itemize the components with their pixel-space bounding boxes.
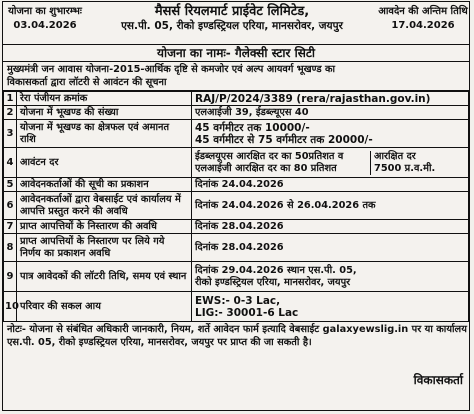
row-label: योजना में भूखण्ड का क्षेत्रफल एवं अमानत राशि bbox=[17, 120, 192, 148]
row-value: RAJ/P/2024/3389 (rera/rajasthan.gov.in) bbox=[192, 92, 469, 106]
table-row bbox=[4, 148, 469, 178]
value-line: एलआईजी आरक्षित दर का 80 प्रतिशत bbox=[195, 162, 337, 174]
reserve-rate bbox=[371, 151, 468, 175]
footer-line: नोटः- योजना से संबंधित अधिकारी जानकारी, नियम, शर्ते आवेदन फार्म इत्यादि वेबसाईट galaxyewslig.in पर या कार्यालय bbox=[7, 324, 467, 335]
intro-line: मुख्यमंत्री जन आवास योजना-2015-आर्थिक दृष्टि से कमजोर एवं अल्प आयवर्ग भूखण्ड का bbox=[7, 64, 336, 75]
footer-line: एस.पी. 05, रीको इण्डस्ट्रियल एरिया, मानसरोवर, जयपुर पर प्राप्त की जा सकती है। bbox=[7, 337, 312, 348]
table-row bbox=[4, 292, 469, 322]
scheme-start-block bbox=[3, 2, 87, 44]
row-number: 7 bbox=[4, 220, 17, 234]
row-number: 9 bbox=[4, 262, 17, 292]
reserve-rate-lines bbox=[374, 151, 435, 175]
row-value: दिनांक 28.04.2026 bbox=[192, 220, 469, 234]
value-line: दिनांक 29.04.2026 स्थान एस.पी. 05, bbox=[195, 264, 357, 276]
notice-intro bbox=[3, 62, 469, 91]
notice-header bbox=[3, 2, 469, 45]
row-value: दिनांक 24.04.2026 से 26.04.2026 तक bbox=[192, 192, 469, 220]
row-value bbox=[192, 148, 469, 178]
value-line: 45 वर्गमीटर से 75 वर्गमीटर तक 20000/- bbox=[195, 133, 373, 146]
last-date-value: 17.04.2026 bbox=[391, 20, 455, 31]
scheme-start-date: 03.04.2026 bbox=[13, 20, 77, 31]
table-row bbox=[4, 220, 469, 234]
row-label: प्राप्त आपत्तियों के निस्तारण की अवधि bbox=[17, 220, 192, 234]
lottery-notice bbox=[2, 1, 470, 411]
scheme-name: योजना का नामः- गैलेक्सी स्टार सिटी bbox=[3, 45, 469, 62]
row-label: पात्र आवेदकों की लॉटरी तिथि, समय एवं स्थान bbox=[17, 262, 192, 292]
row-value bbox=[192, 262, 469, 292]
last-date-block bbox=[377, 2, 469, 44]
row-label: आवंटन दर bbox=[17, 148, 192, 178]
allotment-rate-lines bbox=[195, 151, 343, 175]
table-row bbox=[4, 178, 469, 192]
row-number: 8 bbox=[4, 234, 17, 262]
row-label: रेरा पंजीयन क्रमांक bbox=[17, 92, 192, 106]
row-number: 6 bbox=[4, 192, 17, 220]
company-block bbox=[87, 2, 377, 44]
row-label: आवेदनकर्ताओं की सूची का प्रकाशन bbox=[17, 178, 192, 192]
details-table bbox=[3, 91, 469, 322]
intro-line: विकासकर्ता द्वारा लॉटरी से आवंटन की सूचना bbox=[7, 77, 167, 88]
table-row bbox=[4, 234, 469, 262]
last-date-label: आवदेन की अन्तिम तिथि bbox=[378, 6, 468, 17]
row-value bbox=[192, 292, 469, 322]
allotment-rate-split bbox=[192, 151, 468, 175]
value-line: LIG:- 30001-6 Lac bbox=[195, 306, 299, 319]
table-row bbox=[4, 192, 469, 220]
table-row bbox=[4, 262, 469, 292]
row-value: दिनांक 28.04.2026 bbox=[192, 234, 469, 262]
value-line: रीको इण्डस्ट्रियल एरिया, मानसरोवर, जयपुर bbox=[195, 276, 351, 288]
value-line: 45 वर्गमीटर तक 10000/- bbox=[195, 121, 310, 134]
row-number: 2 bbox=[4, 106, 17, 120]
row-number: 4 bbox=[4, 148, 17, 178]
reserve-rate-label: आरक्षित दर bbox=[374, 150, 416, 162]
scheme-start-label: योजना का शुभारम्भः bbox=[8, 6, 82, 17]
notice-footer bbox=[3, 322, 469, 350]
reserve-rate-value: 7500 प्र.व.मी. bbox=[374, 162, 436, 174]
row-number: 3 bbox=[4, 120, 17, 148]
table-row bbox=[4, 120, 469, 148]
allotment-rate-left bbox=[192, 151, 371, 175]
table-row bbox=[4, 106, 469, 120]
value-line: EWS:- 0-3 Lac, bbox=[195, 294, 281, 307]
table-row bbox=[4, 92, 469, 106]
row-number: 1 bbox=[4, 92, 17, 106]
row-value: एलआईजी 39, ईडब्ल्यूएस 40 bbox=[192, 106, 469, 120]
row-label: परिवार की सकल आय bbox=[17, 292, 192, 322]
row-label: आवेदनकर्ताओं द्वारा वेबसाईट एवं कार्यालय में आपत्ति प्रस्तुत करने की अवधि bbox=[17, 192, 192, 220]
row-label: प्राप्त आपत्तियों के निस्तारण पर लिये गये निर्णय का प्रकाशन अवधि bbox=[17, 234, 192, 262]
signature-label: विकासकर्ता bbox=[413, 373, 463, 387]
row-value bbox=[192, 120, 469, 148]
company-name: मैसर्स रियलमार्ट प्राईवेट लिमिटेड, bbox=[154, 4, 310, 19]
row-value: दिनांक 24.04.2026 bbox=[192, 178, 469, 192]
row-number: 5 bbox=[4, 178, 17, 192]
value-line: ईडब्लयूएस आरक्षित दर का 50प्रतिशत व bbox=[195, 150, 344, 162]
row-label: योजना में भूखण्ड की संख्या bbox=[17, 106, 192, 120]
company-address: एस.पी. 05, रीको इण्डस्ट्रियल एरिया, मानसरोवर, जयपुर bbox=[121, 20, 343, 32]
row-number: 10 bbox=[4, 292, 17, 322]
